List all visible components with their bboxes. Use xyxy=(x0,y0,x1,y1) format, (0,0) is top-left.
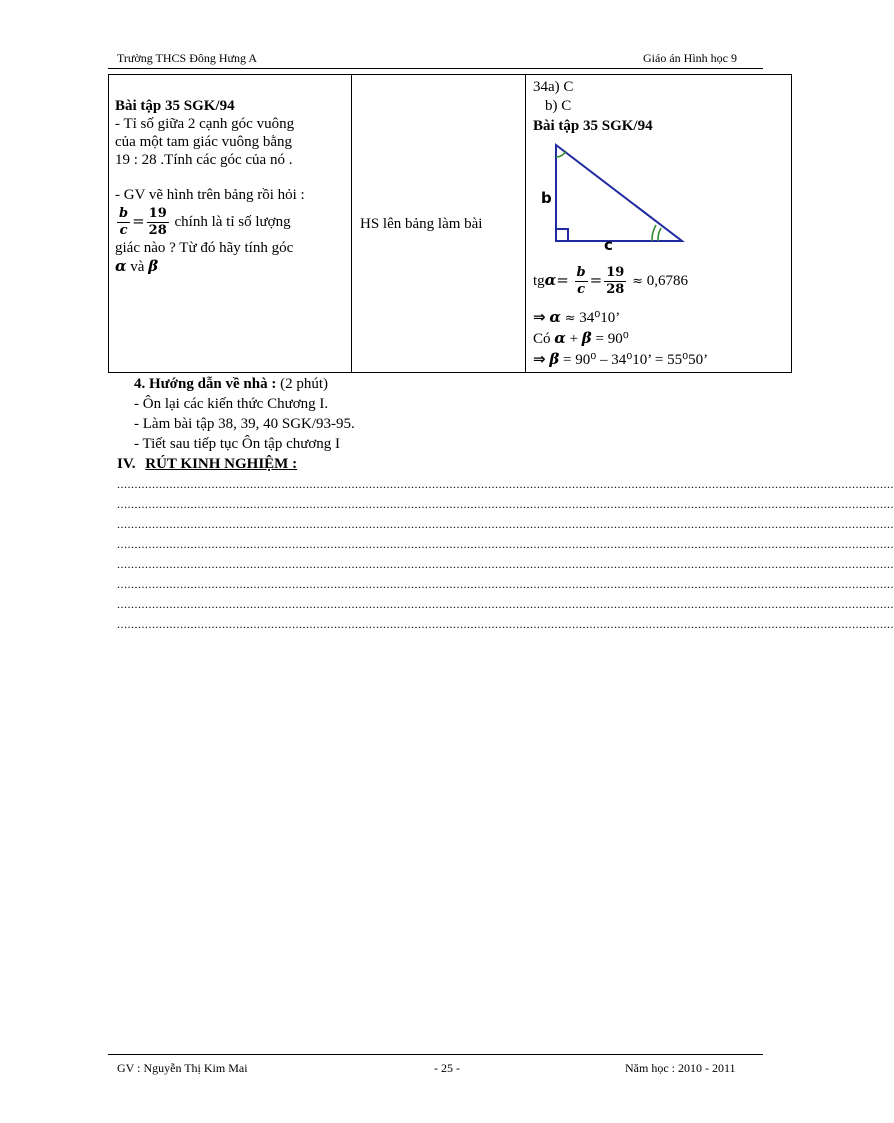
angles-line: α và β xyxy=(115,257,159,275)
beta-angle-mark-1 xyxy=(652,225,656,241)
dotted-line: .............................................................................................................................................................................................................................. xyxy=(117,517,894,531)
lesson-table xyxy=(108,74,792,373)
dotted-line: .............................................................................................................................................................................................................................. xyxy=(117,617,894,631)
footer-rule xyxy=(108,1054,763,1055)
right-angle-mark xyxy=(556,229,568,241)
school-year: Năm học : 2010 - 2011 xyxy=(625,1061,736,1075)
subject-title: Giáo án Hình học 9 xyxy=(643,51,737,65)
triangle-shape xyxy=(556,145,682,241)
fraction-19-over-28: $\frac{19}{28}$ xyxy=(148,206,167,238)
school-name: Trường THCS Đông Hưng A xyxy=(117,51,258,65)
alpha-result: ⇒ α ≈ 34⁰10’ xyxy=(533,308,621,326)
right-triangle-figure xyxy=(546,141,711,247)
gv-instruction: - GV vẽ hình trên bảng rồi hỏi : xyxy=(115,187,305,203)
angle-sum-line: Có α + β = 90⁰ xyxy=(533,329,629,347)
problem-line-3: 19 : 28 .Tính các góc của nó . xyxy=(115,152,293,168)
header-rule xyxy=(108,68,763,69)
fraction-b-over-c: $\frac{b}{c}$ xyxy=(119,206,129,238)
teacher-activity-cell xyxy=(109,75,352,373)
dotted-line: .............................................................................................................................................................................................................................. xyxy=(117,597,894,611)
ratio-line-2: giác nào ? Từ đó hãy tính góc xyxy=(115,240,294,256)
side-label-c: c xyxy=(604,236,613,254)
homework-item-1: - Ôn lại các kiến thức Chương I. xyxy=(134,396,329,412)
tg-formula: tgα= $\frac{b}{c}$ = $\frac{19}{28}$ ≈ 0,6786 xyxy=(533,265,688,297)
problem-line-2: của một tam giác vuông bằng xyxy=(115,134,293,150)
teacher-name: GV : Nguyễn Thị Kim Mai xyxy=(117,1061,248,1075)
answer-34b: b) C xyxy=(545,98,572,114)
dotted-line: .............................................................................................................................................................................................................................. xyxy=(117,477,894,491)
ratio-line: $\frac{b}{c}$ = $\frac{19}{28}$ chính là tỉ số lượng xyxy=(119,206,291,238)
student-activity-text: HS lên bảng làm bài xyxy=(360,215,483,232)
dotted-line: .............................................................................................................................................................................................................................. xyxy=(117,497,894,511)
content-cell xyxy=(526,75,792,373)
student-activity-cell xyxy=(352,75,526,373)
homework-item-3: - Tiết sau tiếp tục Ôn tập chương I xyxy=(134,436,341,452)
homework-item-2: - Làm bài tập 38, 39, 40 SGK/93-95. xyxy=(134,416,355,432)
exercise-title: Bài tập 35 SGK/94 xyxy=(115,98,235,114)
beta-result: ⇒ β = 90⁰ – 34⁰10’ = 55⁰50’ xyxy=(533,350,709,368)
dotted-line: .............................................................................................................................................................................................................................. xyxy=(117,537,894,551)
dotted-line: .............................................................................................................................................................................................................................. xyxy=(117,557,894,571)
homework-heading-line: 4. Hướng dẫn về nhà : (2 phút) xyxy=(134,376,329,392)
problem-line-1: - Tỉ số giữa 2 cạnh góc vuông xyxy=(115,116,295,132)
section-iv-heading: IV. RÚT KINH NGHIỆM : xyxy=(117,456,298,472)
side-label-b: b xyxy=(541,189,552,207)
beta-angle-mark-2 xyxy=(658,228,661,241)
answer-34a: 34a) C xyxy=(533,79,574,95)
alpha-angle-mark xyxy=(556,151,566,157)
dotted-line: .............................................................................................................................................................................................................................. xyxy=(117,577,894,591)
content-exercise-title: Bài tập 35 SGK/94 xyxy=(533,118,653,134)
page-number: - 25 - xyxy=(434,1061,460,1075)
